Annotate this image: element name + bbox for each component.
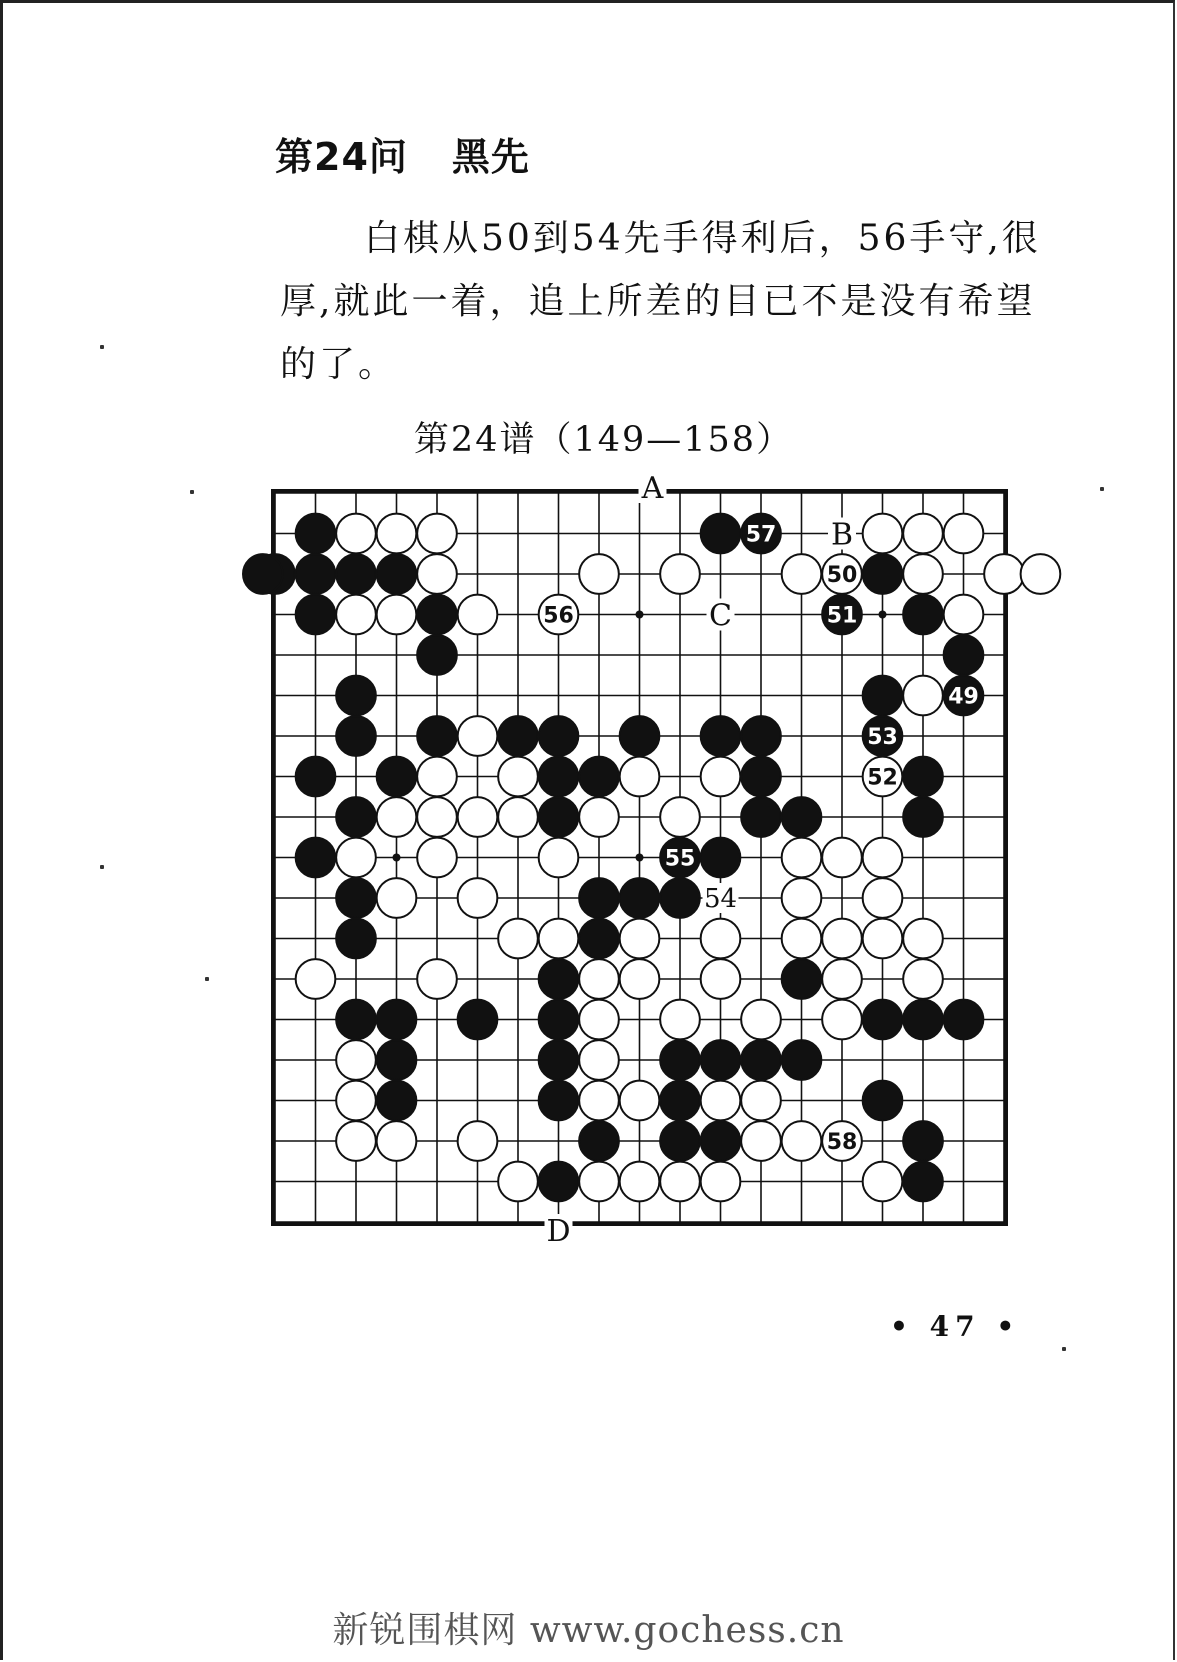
black-stone: [863, 1081, 903, 1121]
black-stone: [903, 757, 943, 797]
white-stone: [620, 1081, 660, 1121]
white-stone: [822, 919, 862, 959]
black-stone: [539, 1162, 579, 1202]
move-number: 53: [867, 725, 898, 750]
black-stone: [539, 757, 579, 797]
white-stone: [498, 797, 538, 837]
black-stone: [336, 1000, 376, 1040]
black-stone: [417, 716, 457, 756]
black-stone: [903, 595, 943, 635]
white-stone: [377, 878, 417, 918]
black-stone: [944, 1000, 984, 1040]
black-stone: [296, 595, 336, 635]
black-stone: [296, 757, 336, 797]
diagram-caption: 第24谱（149—158）: [413, 420, 794, 460]
black-stone: [620, 716, 660, 756]
move-number-54: 54: [703, 884, 738, 914]
star-point: [636, 611, 644, 619]
black-stone: [417, 595, 457, 635]
move-number: 49: [948, 684, 979, 710]
numbered-stone-58: [822, 1121, 862, 1161]
white-stone: [336, 1121, 376, 1161]
white-stone: [620, 959, 660, 999]
move-number: 52: [867, 765, 898, 791]
black-stone: [296, 838, 336, 878]
white-stone: [660, 554, 700, 594]
white-stone: [458, 595, 498, 635]
white-stone: [377, 797, 417, 837]
scan-speck: [190, 490, 194, 494]
black-stone: [458, 1000, 498, 1040]
white-stone: [782, 554, 822, 594]
white-stone: [579, 959, 619, 999]
white-stone: [822, 838, 862, 878]
black-stone: [539, 959, 579, 999]
white-stone: [863, 919, 903, 959]
white-stone: [782, 878, 822, 918]
numbered-stone-52: [863, 757, 903, 797]
black-stone: [701, 514, 741, 554]
white-stone: [336, 514, 376, 554]
black-stone: [903, 1000, 943, 1040]
black-stone: [539, 797, 579, 837]
white-stone: [863, 838, 903, 878]
white-stone: [377, 595, 417, 635]
black-stone: [539, 716, 579, 756]
white-stone: [782, 919, 822, 959]
black-stone: [498, 716, 538, 756]
white-stone: [336, 1040, 376, 1080]
white-stone: [1021, 554, 1061, 594]
white-stone: [458, 1121, 498, 1161]
black-stone: [620, 878, 660, 918]
white-stone: [903, 514, 943, 554]
black-stone: [579, 919, 619, 959]
white-stone: [782, 1121, 822, 1161]
black-stone: [377, 1040, 417, 1080]
black-stone: [660, 1121, 700, 1161]
move-number: 55: [664, 846, 696, 872]
white-stone: [903, 959, 943, 999]
white-stone: [458, 878, 498, 918]
black-stone: [660, 878, 700, 918]
scan-speck: [1100, 487, 1104, 491]
side-to-move: 黑先: [451, 135, 530, 179]
white-stone: [377, 1121, 417, 1161]
numbered-stone-49: [944, 676, 984, 716]
white-stone: [620, 757, 660, 797]
black-stone: [782, 797, 822, 837]
white-stone: [539, 838, 579, 878]
move-number: 50: [826, 563, 858, 588]
white-stone: [579, 1040, 619, 1080]
white-stone: [701, 919, 741, 959]
star-point: [393, 854, 401, 862]
white-stone: [377, 514, 417, 554]
white-stone: [579, 554, 619, 594]
white-stone: [741, 1121, 781, 1161]
white-stone: [336, 1081, 376, 1121]
white-stone: [660, 1000, 700, 1040]
move-number: 58: [826, 1130, 858, 1155]
move-number: 56: [543, 603, 574, 629]
scan-speck: [100, 345, 104, 349]
black-stone: [377, 757, 417, 797]
scan-speck: [205, 977, 209, 981]
black-stone: [863, 676, 903, 716]
white-stone: [336, 838, 376, 878]
white-stone: [701, 1081, 741, 1121]
black-stone: [377, 554, 417, 594]
move-number: 51: [826, 603, 858, 629]
black-stone: [660, 1081, 700, 1121]
star-point: [636, 854, 644, 862]
black-stone: [417, 635, 457, 675]
scan-speck: [100, 865, 104, 869]
black-stone: [336, 878, 376, 918]
black-stone: [296, 514, 336, 554]
move-number: 57: [745, 522, 777, 548]
black-stone: [863, 554, 903, 594]
commentary-text: 白棋从50到54先手得利后，56手守,很厚,就此一着，追上所差的目已不是没有希望的了。: [280, 218, 1041, 385]
white-stone: [741, 1000, 781, 1040]
black-stone: [903, 1162, 943, 1202]
point-label-c: C: [709, 598, 732, 634]
white-stone: [903, 919, 943, 959]
white-stone: [903, 554, 943, 594]
numbered-stone-56: [539, 595, 579, 635]
black-stone: [377, 1000, 417, 1040]
white-stone: [498, 757, 538, 797]
black-stone: [539, 1040, 579, 1080]
numbered-stone-53: [863, 716, 903, 756]
black-stone: [903, 1121, 943, 1161]
white-stone: [539, 919, 579, 959]
white-stone: [782, 838, 822, 878]
white-stone: [822, 959, 862, 999]
black-stone: [336, 919, 376, 959]
white-stone: [579, 797, 619, 837]
black-stone: [701, 838, 741, 878]
star-point: [879, 611, 887, 619]
black-stone: [701, 1040, 741, 1080]
black-stone: [539, 1000, 579, 1040]
white-stone: [417, 959, 457, 999]
white-stone: [984, 554, 1024, 594]
black-stone: [579, 757, 619, 797]
black-stone: [579, 878, 619, 918]
black-stone: [944, 635, 984, 675]
black-stone: [701, 1121, 741, 1161]
point-label-a: A: [641, 471, 664, 506]
white-stone: [336, 595, 376, 635]
white-stone: [701, 757, 741, 797]
black-stone: [336, 676, 376, 716]
black-stone: [243, 554, 283, 594]
black-stone: [903, 797, 943, 837]
white-stone: [620, 1162, 660, 1202]
white-stone: [579, 1081, 619, 1121]
white-stone: [701, 959, 741, 999]
white-stone: [620, 919, 660, 959]
numbered-stone-57: [741, 514, 781, 554]
black-stone: [741, 797, 781, 837]
black-stone: [579, 1121, 619, 1161]
white-stone: [417, 514, 457, 554]
white-stone: [458, 797, 498, 837]
white-stone: [296, 959, 336, 999]
problem-number: 第24问: [275, 135, 408, 179]
white-stone: [660, 1162, 700, 1202]
black-stone: [782, 1040, 822, 1080]
black-stone: [782, 959, 822, 999]
white-stone: [822, 1000, 862, 1040]
black-stone: [701, 716, 741, 756]
white-stone: [579, 1000, 619, 1040]
white-stone: [579, 1162, 619, 1202]
white-stone: [863, 878, 903, 918]
black-stone: [296, 554, 336, 594]
white-stone: [701, 1162, 741, 1202]
black-stone: [660, 1040, 700, 1080]
black-stone: [539, 1081, 579, 1121]
point-label-d: D: [546, 1214, 571, 1249]
white-stone: [944, 595, 984, 635]
black-stone: [336, 797, 376, 837]
page-number: • 47 •: [890, 1310, 1021, 1343]
numbered-stone-51: [822, 595, 862, 635]
site-watermark: 新锐围棋网 www.gochess.cn: [332, 1610, 845, 1651]
scan-speck: [1062, 1347, 1066, 1351]
white-stone: [417, 757, 457, 797]
white-stone: [863, 514, 903, 554]
black-stone: [741, 716, 781, 756]
black-stone: [863, 1000, 903, 1040]
black-stone: [336, 716, 376, 756]
white-stone: [417, 797, 457, 837]
black-stone: [741, 757, 781, 797]
white-stone: [863, 1162, 903, 1202]
white-stone: [417, 554, 457, 594]
white-stone: [903, 676, 943, 716]
black-stone: [336, 554, 376, 594]
black-stone: [377, 1081, 417, 1121]
white-stone: [660, 797, 700, 837]
white-stone: [458, 716, 498, 756]
white-stone: [498, 1162, 538, 1202]
white-stone: [498, 919, 538, 959]
white-stone: [417, 838, 457, 878]
white-stone: [741, 1081, 781, 1121]
black-stone: [741, 1040, 781, 1080]
numbered-stone-50: [822, 554, 862, 594]
white-stone: [944, 514, 984, 554]
point-label-b: B: [830, 517, 854, 553]
numbered-stone-55: [660, 838, 700, 878]
